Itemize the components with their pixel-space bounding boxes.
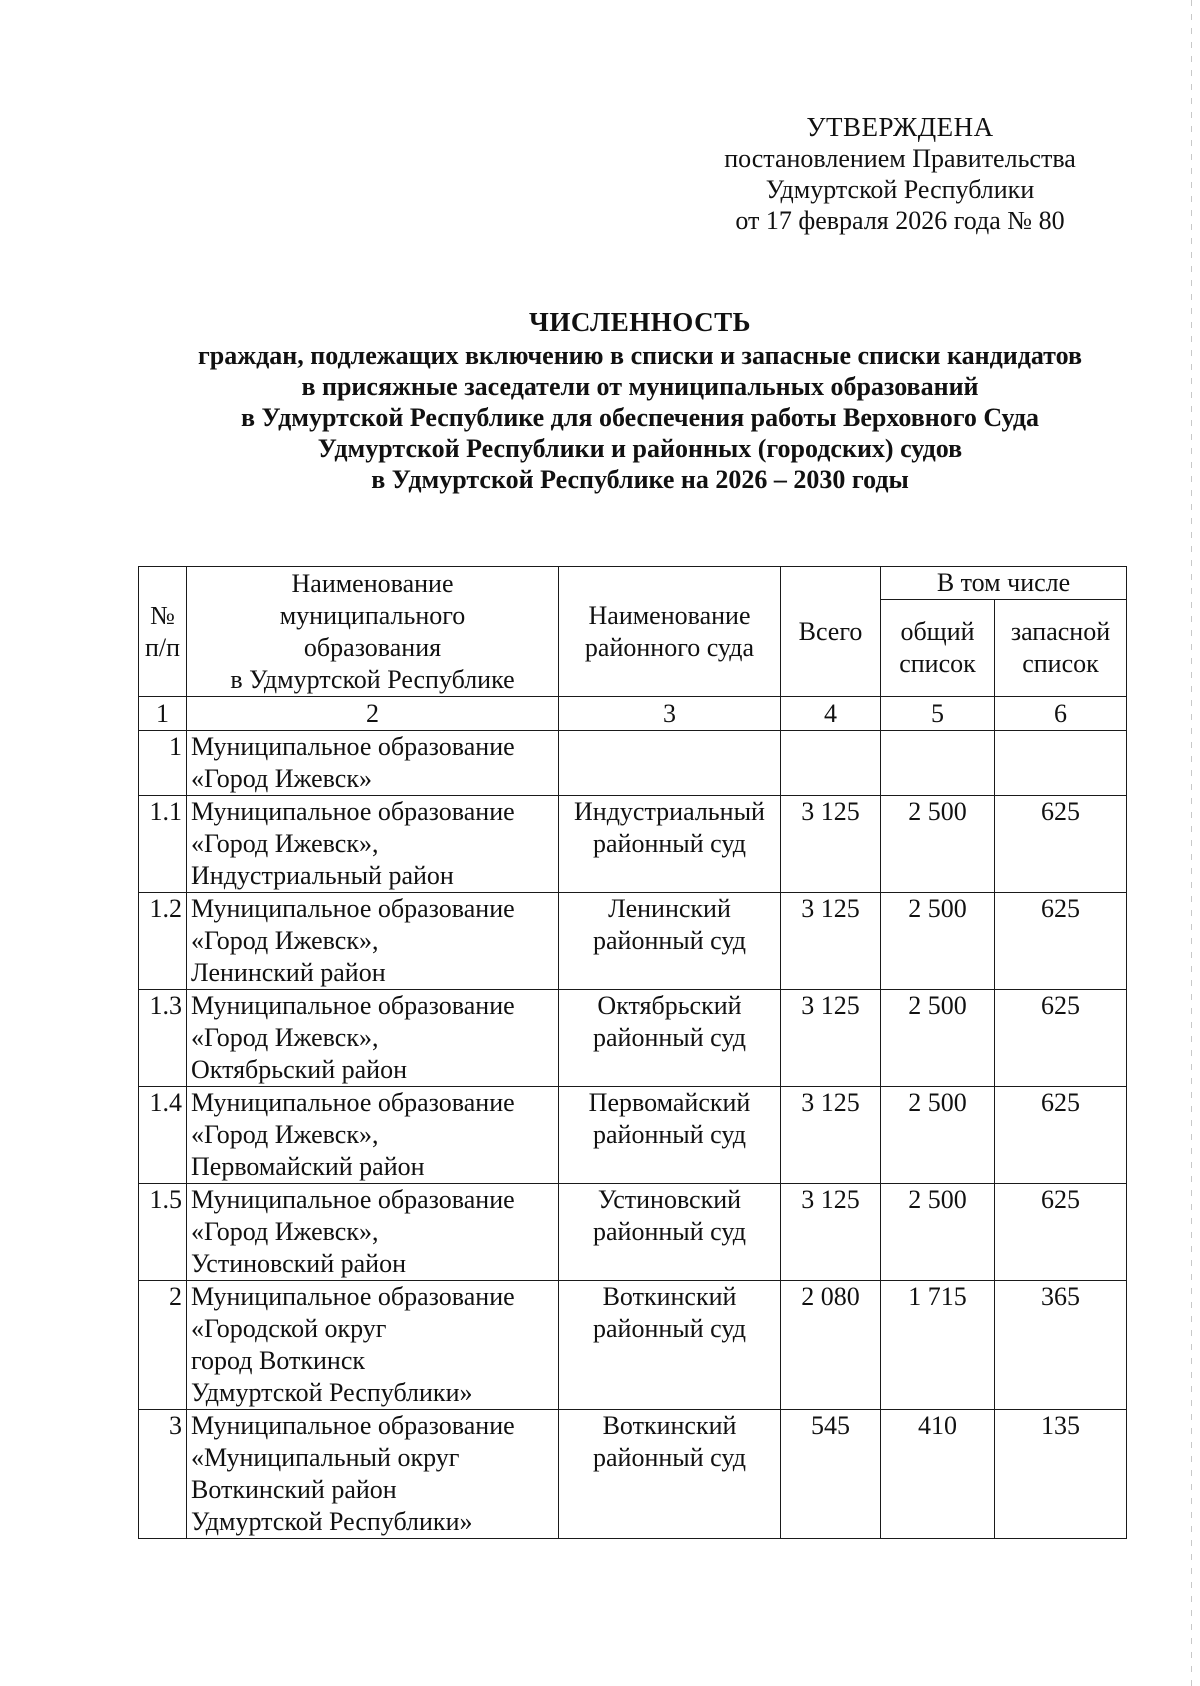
court-name: Первомайский районный суд [559,1087,781,1184]
court-name: Октябрьский районный суд [559,990,781,1087]
reserve-list-value: 625 [995,990,1127,1087]
court-name: Ленинский районный суд [559,893,781,990]
municipality-name: Муниципальное образование «Город Ижевск» [187,731,559,796]
general-list-value: 2 500 [881,1184,995,1281]
reserve-list-value: 625 [995,1184,1127,1281]
heading-line: граждан, подлежащих включению в списки и запасные списки кандидатов [197,341,1083,370]
header-general-list: общий список [881,600,995,697]
row-number: 1.1 [139,796,187,893]
column-number: 3 [559,697,781,731]
general-list-value: 1 715 [881,1281,995,1410]
reserve-list-value: 625 [995,893,1127,990]
reserve-list-value: 625 [995,796,1127,893]
column-number: 6 [995,697,1127,731]
header-including: В том числе [881,567,1127,600]
municipality-name: Муниципальное образование «Город Ижевск», Ленинский район [187,893,559,990]
column-number: 4 [781,697,881,731]
document-heading [140,307,1140,495]
heading-line: в Удмуртской Республике на 2026 – 2030 годы [371,465,909,494]
row-number: 1.4 [139,1087,187,1184]
municipality-name: Муниципальное образование «Город Ижевск», Первомайский район [187,1087,559,1184]
reserve-list-value: 365 [995,1281,1127,1410]
column-numbers-row [139,697,1127,731]
header-municipality: Наименование муниципального образования в Удмуртской Республике [187,567,559,697]
general-list-value: 2 500 [881,1087,995,1184]
total-value: 3 125 [781,893,881,990]
row-number: 1.2 [139,893,187,990]
table-row [139,1281,1127,1410]
table-row [139,731,1127,796]
total-value: 3 125 [781,1184,881,1281]
reserve-list-value: 625 [995,1087,1127,1184]
row-number: 3 [139,1410,187,1539]
approval-date: от 17 февраля 2026 года № 80 [735,206,1065,235]
reserve-list-value: 135 [995,1410,1127,1539]
court-name: Индустриальный районный суд [559,796,781,893]
row-number: 1 [139,731,187,796]
court-name [559,731,781,796]
total-value: 3 125 [781,1087,881,1184]
reserve-list-value [995,731,1127,796]
row-number: 1.3 [139,990,187,1087]
municipality-name: Муниципальное образование «Город Ижевск», Устиновский район [187,1184,559,1281]
court-name: Устиновский районный суд [559,1184,781,1281]
total-value [781,731,881,796]
header-total: Всего [781,567,881,697]
total-value: 3 125 [781,796,881,893]
column-number: 5 [881,697,995,731]
total-value: 2 080 [781,1281,881,1410]
general-list-value: 2 500 [881,796,995,893]
heading-line: в присяжные заседатели от муниципальных образований [301,372,979,401]
header-row [139,567,1127,600]
document-title: ЧИСЛЕННОСТЬ [529,307,751,337]
page-edge-scan-line [1191,0,1192,1686]
municipality-name: Муниципальное образование «Муниципальный округ Воткинский район Удмуртской Республики» [187,1410,559,1539]
table-row [139,1184,1127,1281]
jurors-table [138,566,1127,1539]
table-row [139,796,1127,893]
column-number: 2 [187,697,559,731]
general-list-value: 2 500 [881,893,995,990]
header-no: № п/п [139,567,187,697]
table-row [139,1087,1127,1184]
general-list-value: 2 500 [881,990,995,1087]
general-list-value [881,731,995,796]
general-list-value: 410 [881,1410,995,1539]
table-body [139,731,1127,1539]
heading-line: в Удмуртской Республике для обеспечения работы Верховного Суда [240,403,1040,432]
approval-line: Удмуртской Республики [765,175,1035,204]
total-value: 3 125 [781,990,881,1087]
header-court: Наименование районного суда [559,567,781,697]
row-number: 1.5 [139,1184,187,1281]
approval-block [690,112,1110,236]
table-row [139,893,1127,990]
total-value: 545 [781,1410,881,1539]
row-number: 2 [139,1281,187,1410]
court-name: Воткинский районный суд [559,1410,781,1539]
column-number: 1 [139,697,187,731]
approval-title: УТВЕРЖДЕНА [806,112,994,142]
municipality-name: Муниципальное образование «Город Ижевск», Индустриальный район [187,796,559,893]
heading-line: Удмуртской Республики и районных (городских) судов [317,434,963,463]
table-row [139,990,1127,1087]
approval-line: постановлением Правительства [724,144,1076,173]
municipality-name: Муниципальное образование «Городской округ город Воткинск Удмуртской Республики» [187,1281,559,1410]
header-reserve-list: запасной список [995,600,1127,697]
municipality-name: Муниципальное образование «Город Ижевск», Октябрьский район [187,990,559,1087]
table-row [139,1410,1127,1539]
court-name: Воткинский районный суд [559,1281,781,1410]
